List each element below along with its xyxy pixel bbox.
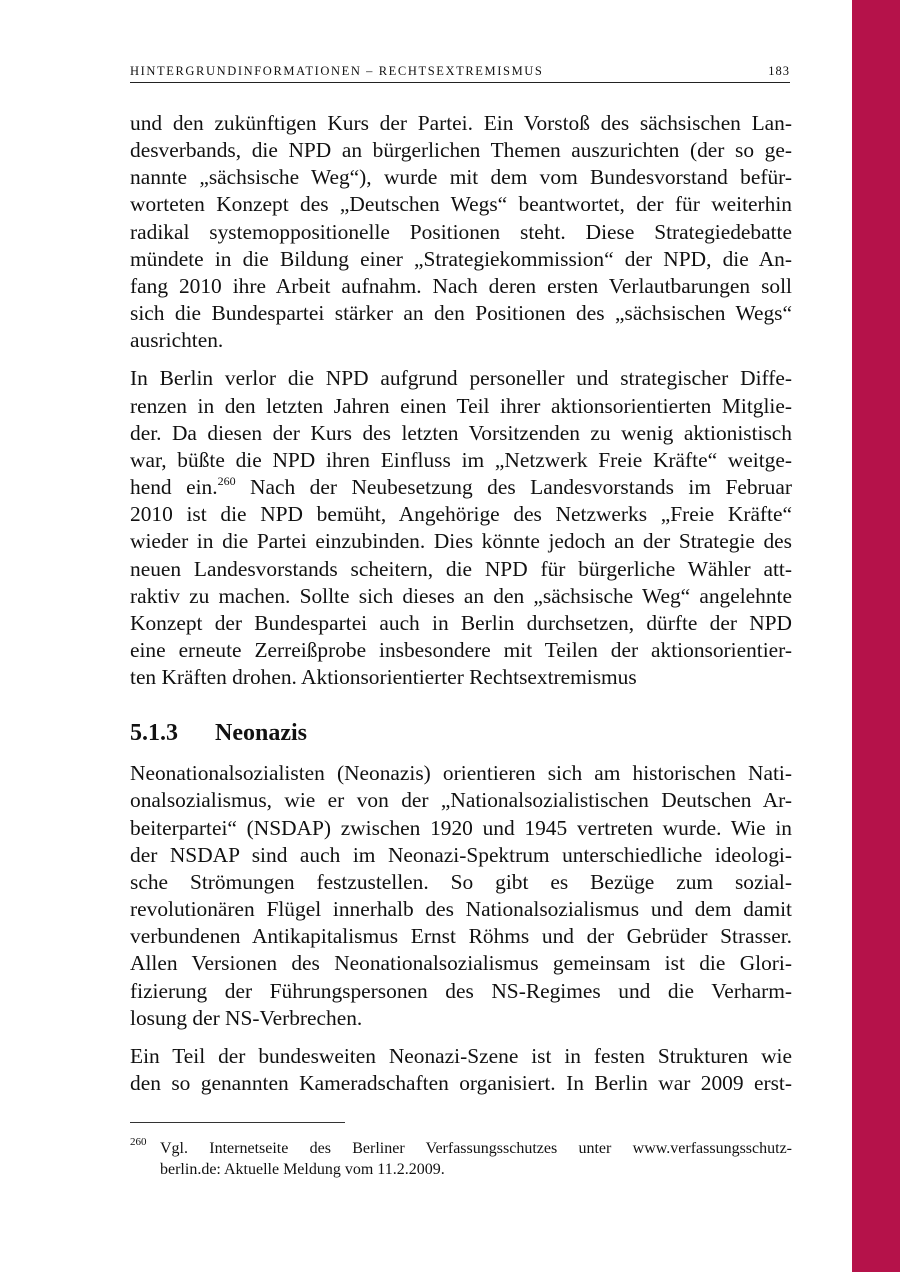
paragraph-3 (130, 760, 792, 1032)
paragraph-4 (130, 1043, 792, 1097)
text-line: Konzept der Bundespartei auch in Berlin durchsetzen, dürfte der NPD (130, 610, 792, 635)
footnote-text (160, 1138, 792, 1180)
text-line: onalsozialismus, wie er von der „Nationalsozialistischen Deutschen Ar- (130, 788, 792, 813)
header-title: HINTERGRUNDINFORMATIONEN – RECHTSEXTREMISMUS (130, 64, 544, 78)
footnote-line: berlin.de: Aktuelle Meldung vom 11.2.2009. (160, 1161, 445, 1178)
section-title: Neonazis (215, 720, 307, 747)
running-header (130, 62, 790, 83)
text-line: der. Da diesen der Kurs des letzten Vorsitzenden zu wenig aktionistisch (130, 420, 792, 445)
text-line: und den zukünftigen Kurs der Partei. Ein Vorstoß des sächsischen Lan- (130, 111, 792, 135)
text-line: fizierung der Führungspersonen des NS-Regimes und die Verharm- (130, 978, 792, 1003)
text-line: beiterpartei“ (NSDAP) zwischen 1920 und 1945 vertreten wurde. Wie in (130, 815, 792, 840)
text-line: renzen in den letzten Jahren einen Teil ihrer aktionsorientierten Mitglie- (130, 393, 792, 418)
footnote-divider (130, 1122, 345, 1123)
paragraph-1 (130, 110, 792, 354)
footnote-reference[interactable]: 260 (217, 474, 236, 489)
text-line: ausrichten. (130, 328, 224, 353)
text-line: In Berlin verlor die NPD aufgrund personeller und strategischer Diffe- (130, 366, 792, 391)
text-line: 2010 ist die NPD bemüht, Angehörige des Netzwerks „Freie Kräfte“ (130, 502, 792, 527)
text-line: Neonationalsozialisten (Neonazis) orientieren sich am historischen Nati- (130, 761, 792, 786)
text-line: war, büßte die NPD ihren Einfluss im „Netzwerk Freie Kräfte“ weitge- (130, 447, 792, 472)
text-line: wieder in die Partei einzubinden. Dies könnte jedoch an der Strategie des (130, 529, 792, 554)
text-line: Allen Versionen des Neonationalsozialismus gemeinsam ist die Glori- (130, 951, 792, 976)
text-line: der NSDAP sind auch im Neonazi-Spektrum unterschiedliche ideologi- (130, 842, 792, 867)
text-line: sche Strömungen festzustellen. So gibt es Bezüge zum sozial- (130, 869, 792, 894)
text-line-with-note (130, 474, 792, 501)
text-line: mündete in die Bildung einer „Strategiekommission“ der NPD, die An- (130, 246, 792, 271)
text-fragment: Nach der Neubesetzung des Landesvorstands im Februar (235, 475, 792, 500)
text-fragment: hend ein. (130, 475, 218, 500)
footnote (130, 1138, 792, 1180)
text-line: sich die Bundespartei stärker an den Positionen des „sächsischen Wegs“ (130, 301, 792, 326)
text-line: revolutionären Flügel innerhalb des Nationalsozialismus und dem damit (130, 897, 792, 922)
text-line: nannte „sächsische Weg“), wurde mit dem vom Bundesvorstand befür- (130, 165, 792, 190)
text-line: losung der NS-Verbrechen. (130, 1005, 363, 1030)
text-line: Ein Teil der bundesweiten Neonazi-Szene ist in festen Strukturen wie (130, 1043, 792, 1068)
text-line: desverbands, die NPD an bürgerlichen Themen auszurichten (der so ge- (130, 138, 792, 163)
side-color-bar (852, 0, 900, 1272)
text-line: radikal systemoppositionelle Positionen steht. Diese Strategiedebatte (130, 219, 792, 244)
section-heading (130, 719, 792, 747)
page-number: 183 (768, 64, 790, 78)
footnote-number: 260 (130, 1136, 147, 1148)
text-line: fang 2010 ihre Arbeit aufnahm. Nach deren ersten Verlautbarungen soll (130, 273, 792, 298)
paragraph-2 (130, 365, 792, 691)
footnote-line: Vgl. Internetseite des Berliner Verfassungsschutzes unter www.verfassungsschutz- (160, 1140, 792, 1157)
text-line: neuen Landesvorstands scheitern, die NPD für bürgerliche Wähler att- (130, 556, 792, 581)
text-line: verbundenen Antikapitalismus Ernst Röhms und der Gebrüder Strasser. (130, 924, 792, 949)
section-number: 5.1.3 (130, 720, 178, 747)
text-line: ten Kräften drohen. Aktionsorientierter Rechtsextremismus (130, 665, 637, 690)
text-line: raktiv zu machen. Sollte sich dieses an den „sächsische Weg“ angelehnte (130, 583, 792, 608)
text-line: den so genannten Kameradschaften organisiert. In Berlin war 2009 erst- (130, 1071, 792, 1095)
text-line: eine erneute Zerreißprobe insbesondere mit Teilen der aktionsorientier- (130, 637, 792, 662)
body-text (130, 110, 792, 1097)
text-line: worteten Konzept des „Deutschen Wegs“ beantwortet, der für weiterhin (130, 192, 792, 217)
